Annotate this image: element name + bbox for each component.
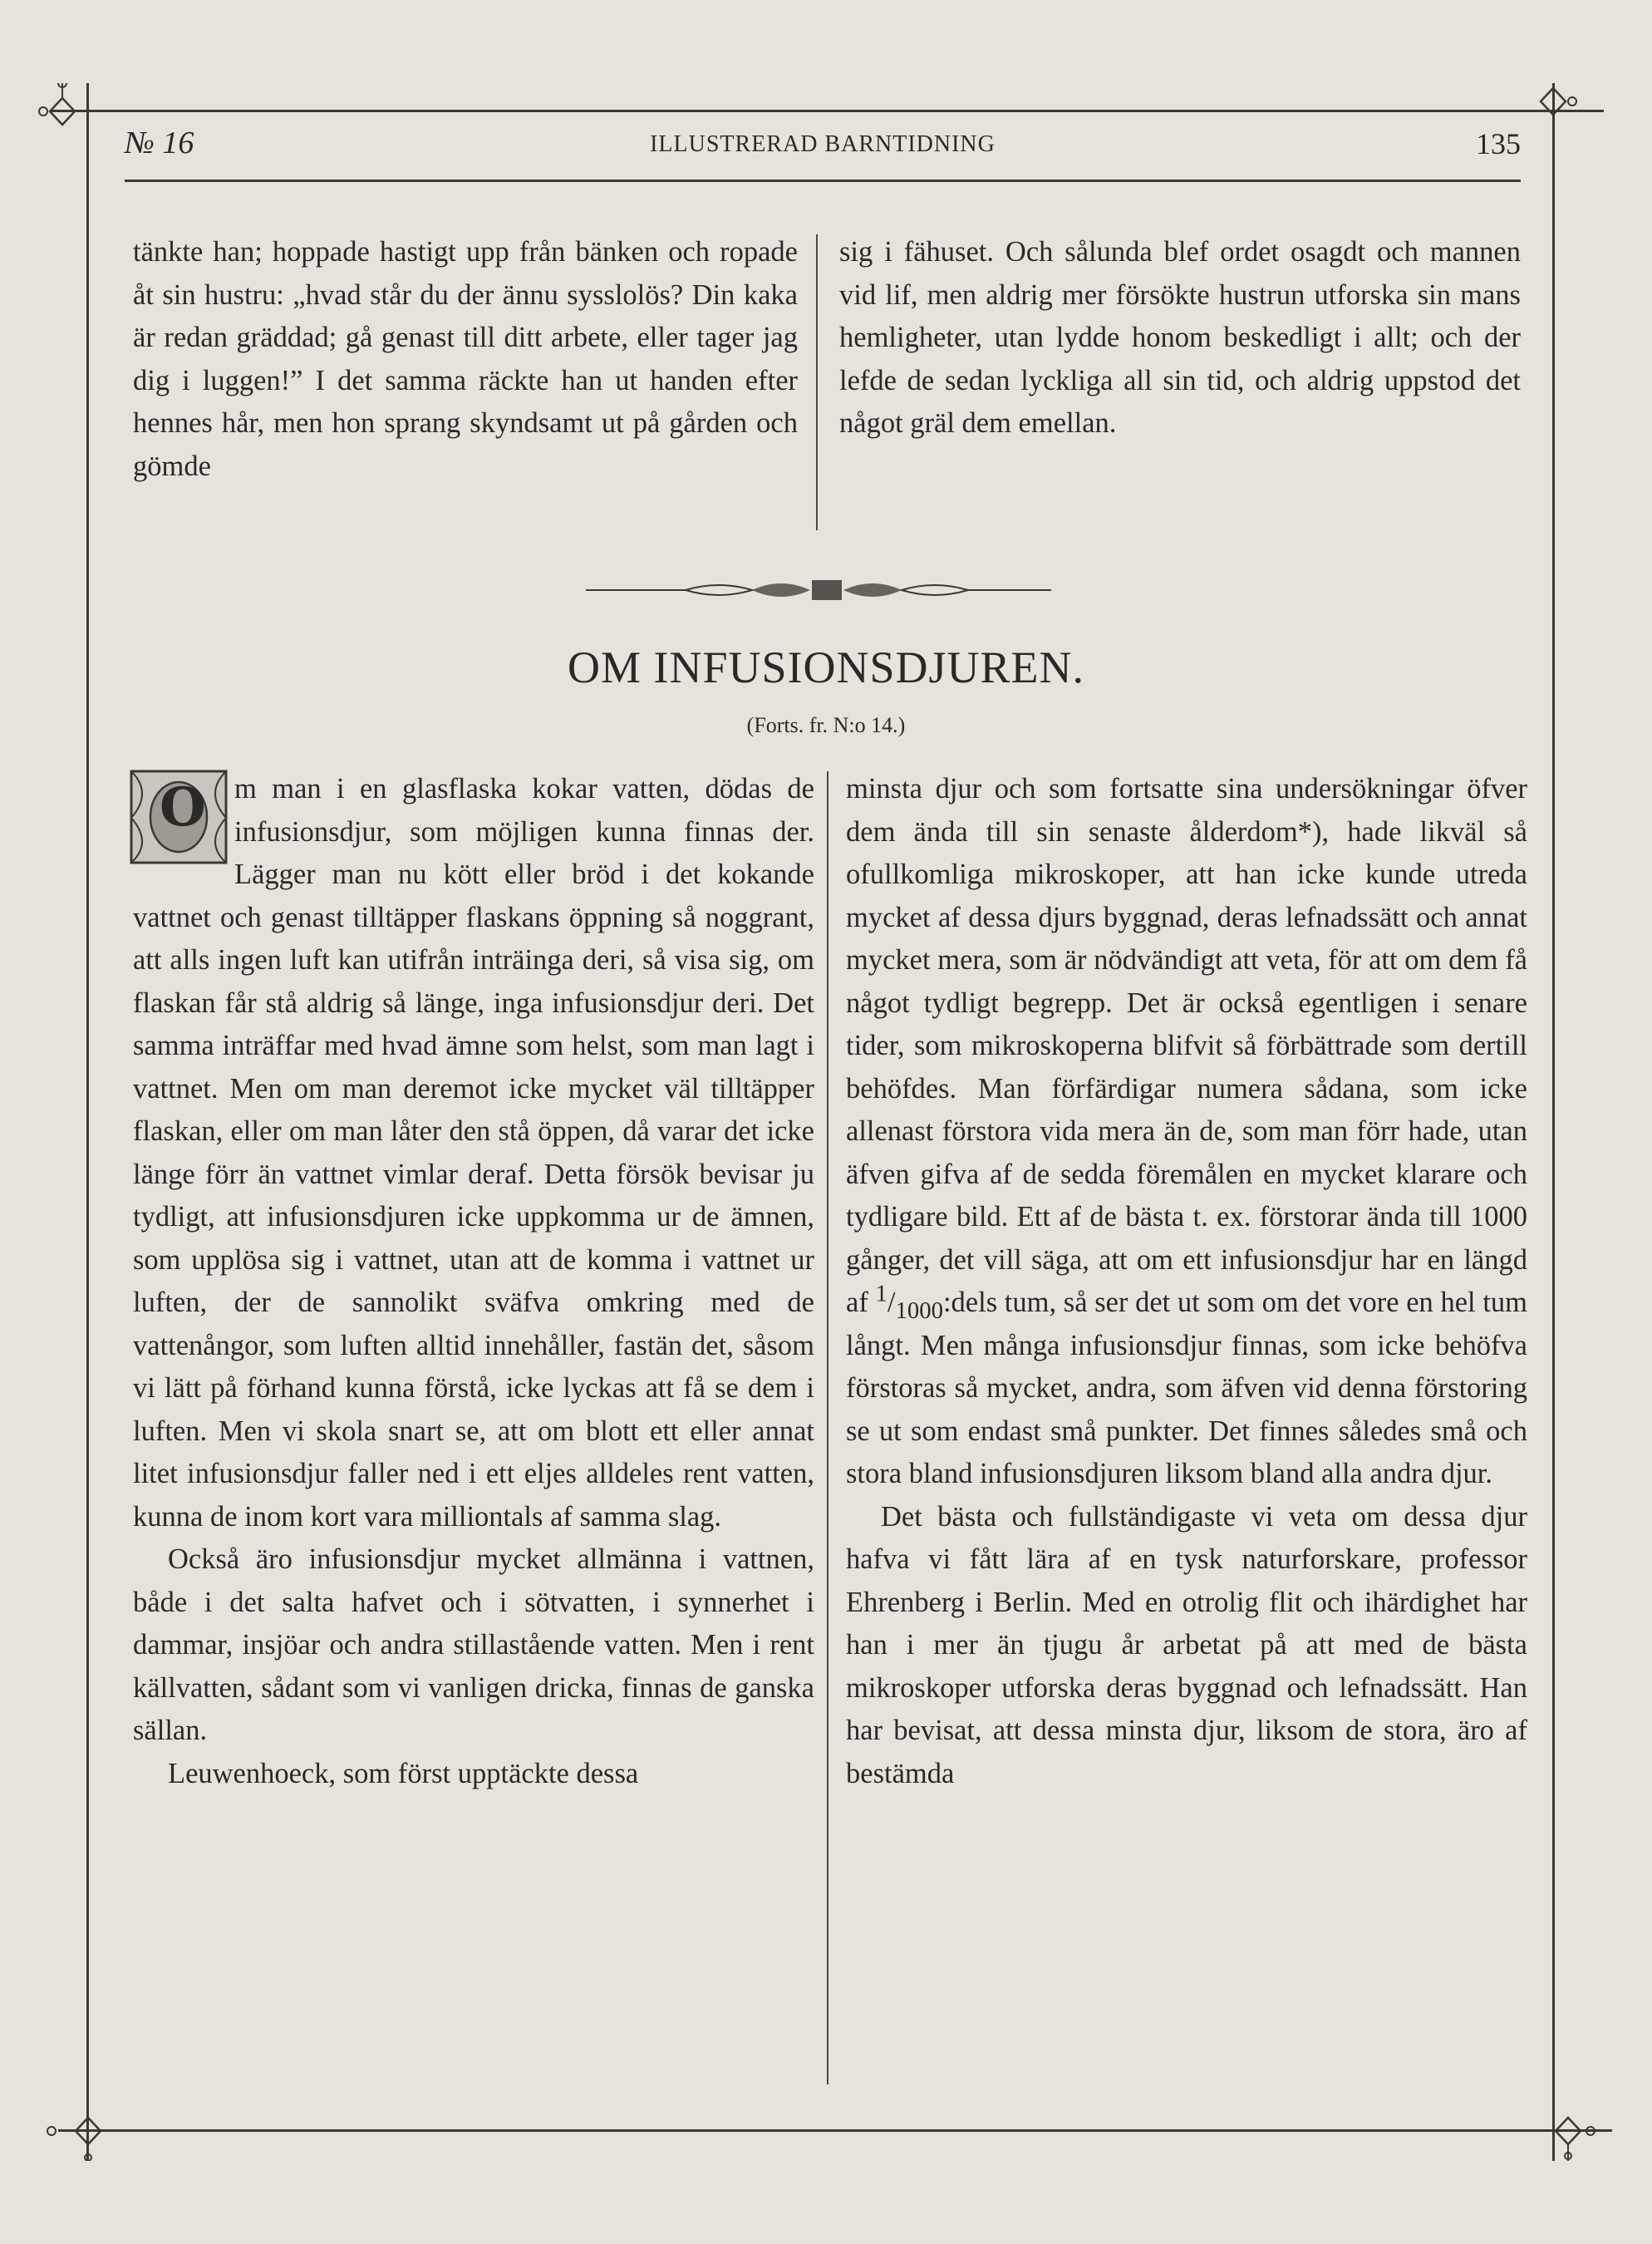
frame-top-rule xyxy=(50,110,1604,112)
corner-ornament-icon xyxy=(33,83,91,141)
prev-article-right-text: sig i fähuset. Och sålunda blef ordet osagdt och mannen vid lif, men aldrig mer försökte hustrun utforska sin mans hemligheter, utan lydde honom beskedligt i allt; och der lefde de sedan lyckliga all sin tid, och aldrig uppstod det något gräl dem emellan. xyxy=(839,236,1521,439)
article-right-column xyxy=(846,768,1527,1795)
frame-bottom-rule xyxy=(58,2129,1612,2132)
article-left-paragraph-3: Leuwenhoeck, som först upptäckte dessa xyxy=(168,1757,639,1789)
corner-ornament-icon xyxy=(1524,83,1582,141)
section-divider-ornament-icon xyxy=(586,573,1068,607)
column-divider xyxy=(816,234,818,530)
column-divider xyxy=(827,771,828,2084)
prev-article-left-column xyxy=(133,231,798,488)
article-left-paragraph-2: Också äro infusionsdjur mycket allmänna i vattnen, både i det salta hafvet och i sötvatten, i synnerhet i dammar, insjöar och andra stillastående vatten. Men i rent källvatten, sådant som vi vanligen dricka, finnas de ganska sällan. xyxy=(133,1543,814,1746)
article-right-paragraph-1a: minsta djur och som fortsatte sina undersökningar öfver dem ända till sin senaste ålderdom*), hade likväl så ofullkomliga mikroskoper, att han icke kunde utreda mycket af dessa djurs byggnad, deras lefnadssätt och annat mycket mera, som är nödvändigt att veta, för att om dem få något tydligt begrepp. Det är också egentligen i senare tider, som mikroskoperna blifvit så förbättrade som dertill behöfdes. Man förfärdigar numera sådana, som icke allenast förstora vida mera än de, som man förr hade, utan äfven gifva af de sedda föremålen en mycket klarare och tydligare bild. Ett af de bästa t. ex. förstorar ända till 1000 gånger, det vill säga, att om ett infusionsdjur har en längd af xyxy=(846,773,1527,1318)
frame-right-rule xyxy=(1552,83,1555,2161)
fraction-numerator: 1 xyxy=(875,1280,887,1307)
article-title: OM INFUSIONSDJUREN. xyxy=(567,642,1085,692)
prev-article-right-column xyxy=(839,231,1521,445)
article-subtitle: (Forts. fr. N:o 14.) xyxy=(746,713,906,737)
drop-cap xyxy=(128,768,229,866)
fraction: $^1/_{1000}$ xyxy=(875,1280,943,1324)
article-right-paragraph-1b: :dels tum, så ser det ut som om det vore en hel tum långt. Men många infusionsdjur finnas, som icke behöfva förstoras så mycket, andra, som äfven vid denna förstoring se ut som endast små punkter. Det finnes således små och stora bland infusionsdjuren liksom bland alla andra djur. xyxy=(846,1287,1527,1489)
running-head xyxy=(125,125,1521,175)
article-left-column xyxy=(133,768,814,1795)
fraction-denominator: 1000 xyxy=(895,1297,943,1324)
corner-ornament-icon xyxy=(1539,2103,1597,2161)
publication-title: ILLUSTRERAD BARNTIDNING xyxy=(650,131,996,157)
frame-left-rule xyxy=(86,83,89,2161)
drop-cap-letter: O xyxy=(160,776,206,839)
prev-article-left-text: tänkte han; hoppade hastigt upp från bänken och ropade åt sin hustru: „hvad står du der ännu sysslolös? Din kaka är redan gräddad; gå genast till ditt arbete, eller tager jag dig i luggen!” I det samma räckte han ut handen efter hennes hår, men hon sprang skyndsamt ut på gården och gömde xyxy=(133,236,798,482)
article-left-paragraph-1 xyxy=(133,768,814,1538)
header-rule xyxy=(125,180,1521,182)
issue-number: № 16 xyxy=(125,125,194,160)
article-left-paragraph-1-text: m man i en glasflaska kokar vatten, dödas de infusionsdjur, som möjligen kunna finnas der. Lägger man nu kött eller bröd i det kokande vattnet och genast tilltäpper flaskans öppning så noggrant, att alls ingen luft kan utifrån inträinga deri, så visa sig, om flaskan får stå aldrig så länge, inga infusionsdjur deri. Det samma inträffar med hvad ämne som helst, som man lagt i vattnet. Men om man deremot icke mycket väl tilltäpper flaskan, eller om man låter den stå öppen, då varar det icke länge förr än vattnet vimlar deraf. Detta försök bevisar ju tydligt, att infusionsdjuren icke uppkomma ur de ämnen, som upplösa sig i vattnet, utan att de komma i vattnet ur luften, der de sannolikt sväfva omkring med de vattenångor, som luften alltid innehåller, fastän det, såsom vi lätt på förhand kunna förstå, icke lyckas att få se dem i luften. Men vi skola snart se, att om blott ett eller annat litet infusionsdjur faller ned i ett eljes alldeles rent vatten, kunna de inom kort vara milliontals af samma slag. xyxy=(133,773,814,1533)
article-right-paragraph-2: Det bästa och fullständigaste vi veta om dessa djur hafva vi fått lära af en tysk naturforskare, professor Ehrenberg i Berlin. Med en otrolig flit och ihärdighet har han i mer än tjugu år arbetat på att med de bästa mikroskoper utforska deras byggnad och lefnadssätt. Han har bevisat, att dessa minsta djur, liksom de stora, äro af bestämda xyxy=(846,1500,1527,1789)
article-right-paragraph-1 xyxy=(846,768,1527,1496)
corner-ornament-icon xyxy=(43,2103,101,2161)
page-number: 135 xyxy=(1476,127,1521,160)
